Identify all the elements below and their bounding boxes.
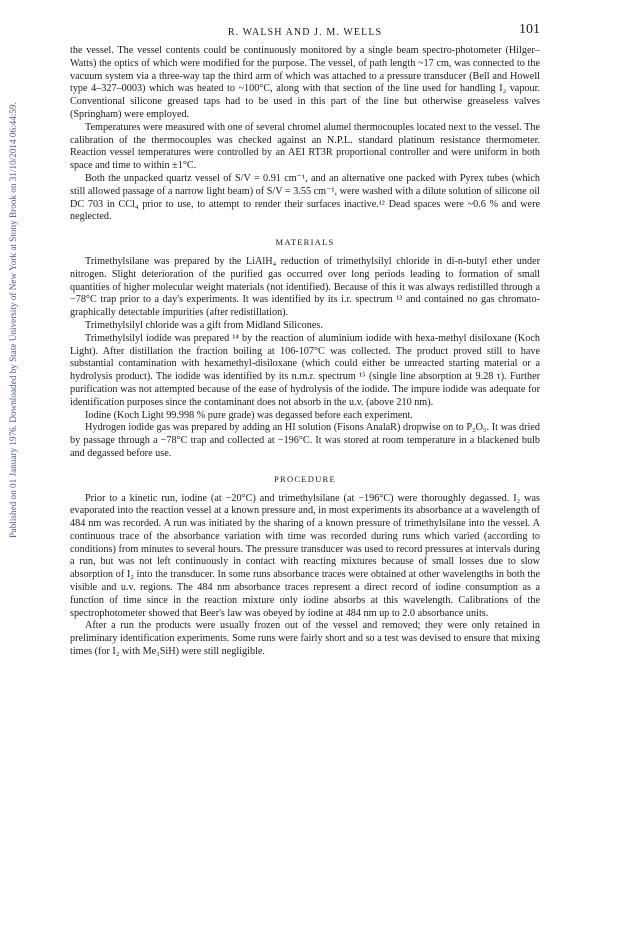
paragraph: Trimethylsilyl chloride was a gift from Midland Silicones. [85, 319, 323, 331]
paragraph: Temperatures were measured with one of several chromel alumel thermocouples located next to the vessel. The calibration of the thermocouples was checked against an N.P.L. standard platinum resistance thermometer. Reaction vessel temperatures were controlled by an AEI RT3R proportional controller and were uniform in both space and time to within ±1°C. [70, 121, 540, 172]
paragraph: the vessel. The vessel contents could be continuously monitored by a single beam spectro-photometer (Hilger–Watts) the optics of which were modified for the purpose. The vessel, of path length ~17 cm, was connected to the vacuum system via a three-way tap the third arm of which was attached to a pressure transducer (Bell and Howell type 4–327–0003) which was heated to ~100°C, along with that section of the line used for handling I₂ vapour. Conventional silicone greased taps had to be used in this part of the line but otherwise greaseless valves (Springham) were employed. [70, 45, 540, 120]
paragraph: Trimethylsilyl iodide was prepared ¹⁴ by the reaction of aluminium iodide with hexa-methyl disiloxane (Koch Light). After distillation the fraction boiling at 106-107°C was collected. The product proved still to have substantial contamination with hexamethyl-disiloxane (which could either be unreacted starting material or a hydrolysis product). The iodide was identified by its n.m.r. spectrum ¹⁵ (single line absorption at 9.28 τ). Further purification was not attempted because of the ease of hydrolysis of the iodide. The impure iodide was adequate for identification purposes since the contaminant does not absorb in the u.v. (above 210 nm). [70, 332, 540, 408]
materials-heading: MATERIALS [275, 237, 335, 248]
paragraph: Both the unpacked quartz vessel of S/V = 0.91 cm⁻¹, and an alternative one packed with Pyrex tubes (which still allowed passage of a narrow light beam) of S/V = 3.55 cm⁻¹, were washed with a dilute solution of silicone oil DC 703 in CCl₄ prior to use, to attempt to render their surfaces inactive.¹² Dead spaces were ~0.6 % and were neglected. [70, 172, 540, 223]
paragraph: Trimethylsilane was prepared by the LiAlH₄ reduction of trimethylsilyl chloride in di-n-butyl ether under nitrogen. Slight deterioration of the purified gas occurred over long periods leading to formation of small quantities of higher molecular weight materials (not identified). Because of this it was always redistilled through a −78°C trap prior to a day's experiments. It was identified by its i.r. spectrum ¹³ and contained no gas chromato-graphically detectable impurities (after redistillation). [70, 255, 540, 319]
paragraph: After a run the products were usually frozen out of the vessel and removed; they were only retained in preliminary identification experiments. Some runs were fairly short and so a test was devised to ensure that mixing times (for I₂ with Me₃SiH) were still negligible. [70, 620, 540, 658]
paragraph: Prior to a kinetic run, iodine (at −20°C) and trimethylsilane (at −196°C) were thoroughly degassed. I₂ was evaporated into the reaction vessel at a known pressure and, in most experiments its absorbance at a wavelength of 484 nm was recorded. A run was initiated by the sharing of a known pressure of trimethylsilane into the vessel. A continuous trace of the absorbance variation with time was recorded during runs which varied (according to conditions) from minutes to several hours. The pressure transducer was used to record pressures at intervals during a run, but was not left continuously in contact with reacting mixtures because of small losses due to slow absorption of I₂ into the transducer. In some runs absorbance traces were obtained at other wavelengths in both the visible and u.v. regions. The 484 nm absorbance traces represent a direct record of iodine consumption as a function of time since in the reaction mixture only iodine absorbs at this wavelength. Calibrations of the spectrophotometer showed that Beer's law was obeyed by iodine at 484 nm up to 2.0 absorbance units. [70, 492, 540, 619]
paragraph: Iodine (Koch Light 99.998 % pure grade) was degassed before each experiment. [85, 409, 413, 421]
download-notice: Published on 01 January 1976. Downloaded by State University of New York at Stony Brook on 31/10/2014 06:44:59. [8, 102, 18, 538]
page-header [70, 22, 540, 40]
running-head: R. WALSH AND J. M. WELLS [227, 27, 383, 38]
page-body [70, 45, 540, 659]
paragraph: Hydrogen iodide gas was prepared by adding an HI solution (Fisons AnalaR) dropwise on to P₂O₅. It was dried by passage through a −78°C trap and collected at −196°C. It was stored at room temperature in a blackened bulb and degassed before use. [70, 422, 540, 459]
procedure-heading: PROCEDURE [274, 473, 336, 484]
page-number: 101 [519, 22, 540, 37]
